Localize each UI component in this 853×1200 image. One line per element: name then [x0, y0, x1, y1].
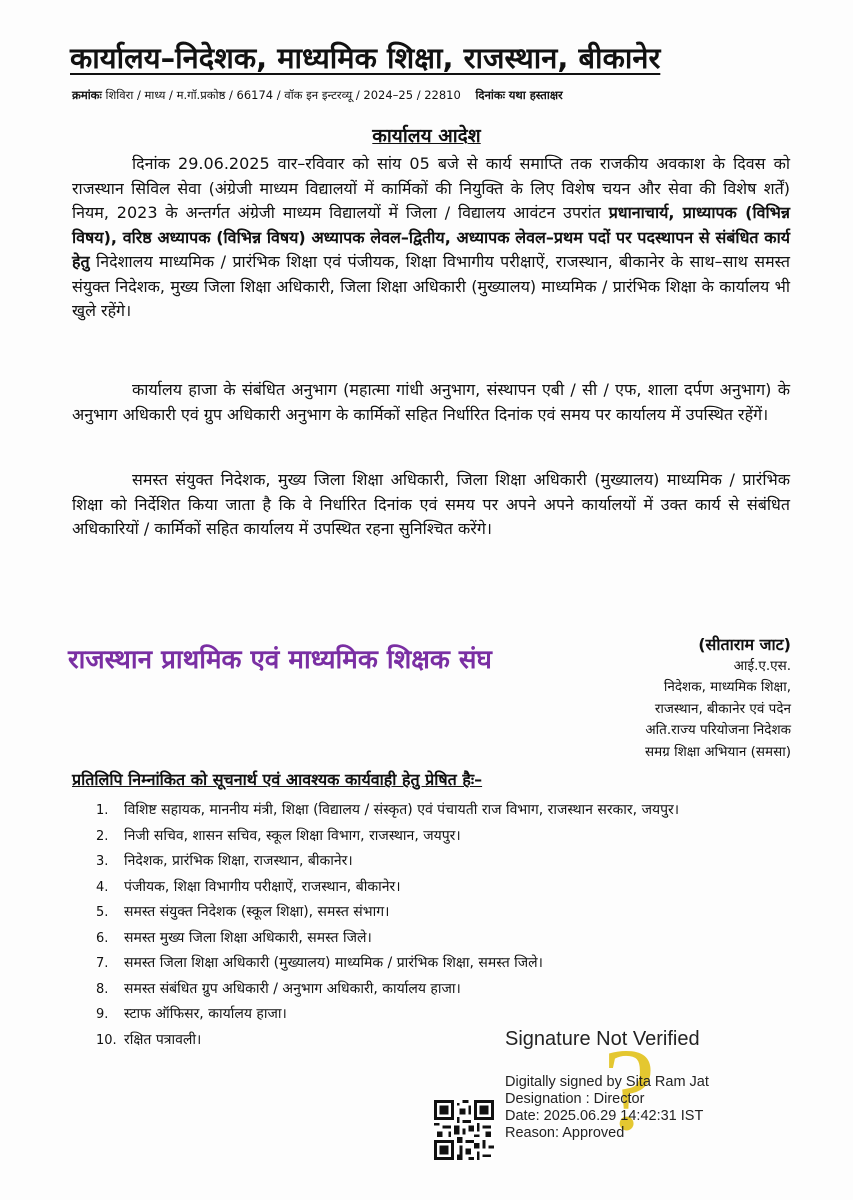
- list-item: [96, 900, 776, 926]
- list-number: 1.: [96, 803, 109, 818]
- list-number: 5.: [96, 905, 109, 920]
- list-number: 8.: [96, 981, 109, 997]
- list-text: विशिष्ट सहायक, माननीय मंत्री, शिक्षा (विद्यालय / संस्कृत) एवं पंचायती राज विभाग, राजस्थान सरकार, जयपुर।: [124, 802, 680, 818]
- digital-signature-box: [505, 1024, 805, 1158]
- list-item: [96, 798, 776, 824]
- list-text: समस्त संयुक्त निदेशक (स्कूल शिक्षा), समस्त संभाग।: [124, 904, 390, 920]
- qr-code-icon: [434, 1100, 494, 1160]
- signatory-line: निदेशक, माध्यमिक शिक्षा,: [663, 679, 791, 695]
- signatory-line: राजस्थान, बीकानेर एवं पदेन: [654, 700, 791, 717]
- ref-label: क्रमांकः: [72, 88, 102, 102]
- list-item: [96, 875, 776, 901]
- office-title: कार्यालय–निदेशक, माध्यमिक शिक्षा, राजस्थान, बीकानेर: [70, 41, 661, 75]
- signature-question-mark-icon: ?: [603, 1024, 656, 1155]
- order-subject: कार्यालय आदेश: [372, 125, 481, 147]
- list-number: 2.: [96, 828, 109, 844]
- paragraph-1-intro: दिनांक 29.06.2025 वार–रविवार को सांय 05 बजे से कार्य समाप्ति तक राजकीय अवकाश के दिवस को राजस्थान सिविल सेवा (अंग्रेजी माध्यम विद्यालयों में कार्मिकों की नियुक्ति के लिए विशेष चयन और सेवा की विशेष शर्तें) नियम, 2023 के अन्तर्गत अंग्रेजी माध्यम विद्यालयों में जिला / विद्यालय आवंटन उपरांत: [72, 154, 790, 222]
- list-item: [96, 849, 776, 875]
- list-number: 4.: [96, 879, 109, 895]
- copy-heading: प्रतिलिपि निम्नांकित को सूचनार्थ एवं आवश्यक कार्यवाही हेतु प्रेषित हैः–: [72, 770, 483, 789]
- date-value: यथा हस्ताक्षर: [508, 88, 563, 102]
- paragraph-1-bold: प्रधानाचार्य, प्राध्यापक (विभिन्न विषय), वरिष्ठ अध्यापक (विभिन्न विषय) अध्यापक लेवल–द्वितीय, अध्यापक लेवल–प्रथम पदों पर पदस्थापन से संबंधित कार्य हेतु: [72, 203, 791, 271]
- ref-number: शिविरा / माध्य / म.गॉ.प्रकोष्ठ / 66174 / वॉक इन इन्टरव्यू / 2024–25 / 22810: [105, 88, 461, 102]
- list-number: 6.: [96, 930, 109, 946]
- signature-date: Date: 2025.06.29 14:42:31 IST: [505, 1108, 704, 1124]
- date-label: दिनांकः: [475, 88, 506, 102]
- list-text: रक्षित पत्रावली।: [124, 1031, 202, 1048]
- paragraph-1: [72, 152, 790, 324]
- signatory-line: आई.ए.एस.: [733, 657, 791, 674]
- list-text: स्टाफ ऑफिसर, कार्यालय हाजा।: [124, 1006, 287, 1022]
- list-text: निदेशक, प्रारंभिक शिक्षा, राजस्थान, बीकानेर।: [124, 853, 353, 869]
- list-number: 3.: [96, 854, 109, 869]
- signatory-block: [491, 634, 791, 763]
- list-item: [96, 977, 776, 1003]
- list-text: पंजीयक, शिक्षा विभागीय परीक्षाऐं, राजस्थान, बीकानेर।: [124, 878, 401, 895]
- list-item: [96, 824, 776, 850]
- signature-designation: Designation : Director: [505, 1091, 645, 1107]
- paragraph-2: कार्यालय हाजा के संबंधित अनुभाग (महात्मा गांधी अनुभाग, संस्थापन एबी / सी / एफ, शाला दर्पण अनुभाग) के अनुभाग अधिकारी एवं ग्रुप अधिकारी अनुभाग के कार्मिकों सहित निर्धारित दिनांक एवं समय पर कार्यालय में उपस्थित रहेंगें।: [72, 380, 790, 424]
- list-text: समस्त जिला शिक्षा अधिकारी (मुख्यालय) माध्यमिक / प्रारंभिक शिक्षा, समस्त जिले।: [124, 955, 543, 971]
- list-number: 9.: [96, 1007, 109, 1022]
- paragraph-1-rest: निदेशालय माध्यमिक / प्रारंभिक शिक्षा एवं पंजीयक, शिक्षा विभागीय परीक्षाऐं, राजस्थान, बीकानेर के साथ–साथ समस्त संयुक्त निदेशक, मुख्य जिला शिक्षा अधिकारी, जिला शिक्षा अधिकारी (मुख्यालय) माध्यमिक / प्रारंभिक शिक्षा के कार्यालय भी खुले रहेंगे।: [72, 252, 790, 320]
- list-text: समस्त मुख्य जिला शिक्षा अधिकारी, समस्त जिले।: [124, 929, 372, 946]
- list-item: [96, 926, 776, 952]
- list-number: 10.: [96, 1032, 117, 1048]
- list-item: [96, 1002, 776, 1028]
- union-stamp-text: राजस्थान प्राथमिक एवं माध्यमिक शिक्षक संघ: [68, 645, 492, 675]
- list-text: समस्त संबंधित ग्रुप अधिकारी / अनुभाग अधिकारी, कार्यालय हाजा।: [124, 980, 461, 997]
- signature-status: Signature Not Verified: [505, 1028, 700, 1050]
- paragraph-3: समस्त संयुक्त निदेशक, मुख्य जिला शिक्षा अधिकारी, जिला शिक्षा अधिकारी (मुख्यालय) माध्यमिक / प्रारंभिक शिक्षा को निर्देशित किया जाता है कि वे निर्धारित दिनांक एवं समय पर अपने अपने कार्यालयों में उक्त कार्य से संबंधित अधिकारियों / कार्मिकों सहित कार्यालय में उपस्थित रहना सुनिश्चित करेंगे।: [72, 470, 790, 538]
- copy-list: [96, 798, 776, 1053]
- list-item: [96, 951, 776, 977]
- signature-signed-by: Digitally signed by Sita Ram Jat: [505, 1074, 709, 1090]
- list-text: निजी सचिव, शासन सचिव, स्कूल शिक्षा विभाग, राजस्थान, जयपुर।: [124, 827, 461, 844]
- signatory-name: (सीताराम जाट): [698, 635, 791, 654]
- signatory-line: समग्र शिक्षा अभियान (समसा): [644, 743, 791, 760]
- list-number: 7.: [96, 956, 109, 971]
- signature-reason: Reason: Approved: [505, 1125, 625, 1141]
- reference-line: [72, 88, 792, 103]
- signatory-line: अति.राज्य परियोजना निदेशक: [645, 722, 791, 738]
